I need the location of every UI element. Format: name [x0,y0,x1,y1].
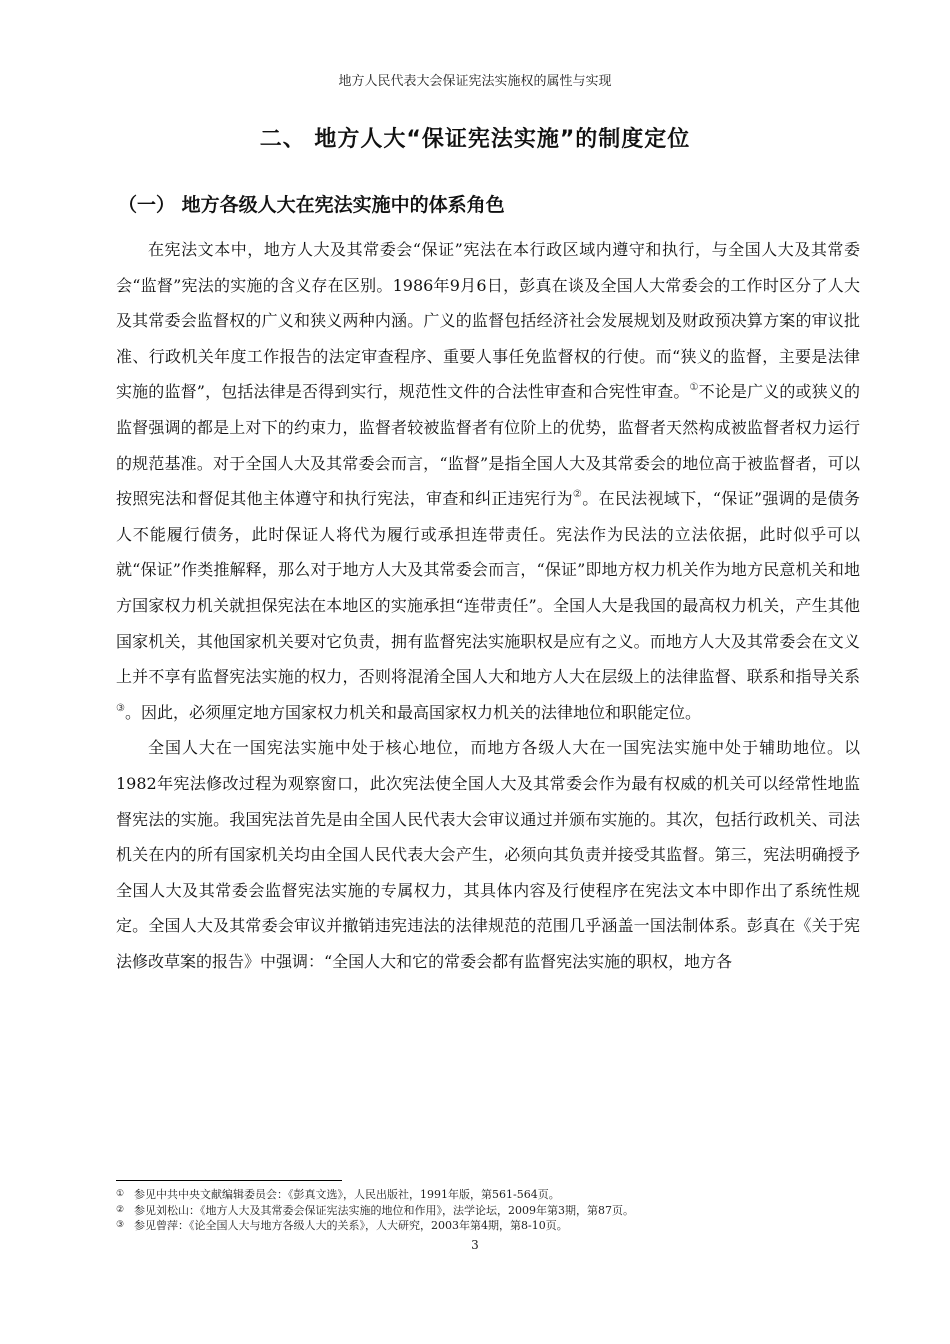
footnotes [116,1187,860,1234]
paragraph-1-text-b: 不论是广义的或狭义的监督强调的都是上对下的约束力，监督者较被监督者有位阶上的优势，监督者天然构成被监督者权力运行的规范基准。对于全国人大及其常委会而言，“监督”是指全国人大及其常委会的地位高于被监督者，可以按照宪法和督促其他主体遵守和执行宪法，审查和纠正违宪行为 [116,382,860,509]
paragraph-1-text-d: 。因此，必须厘定地方国家权力机关和最高国家权力机关的法律地位和职能定位。 [124,702,701,722]
footnote-item [116,1203,860,1219]
paragraph-1 [116,232,860,730]
footnote-divider [116,1180,342,1181]
running-header: 地方人民代表大会保证宪法实施权的属性与实现 [338,74,612,89]
footnote-mark: ② [116,1204,125,1215]
footnote-ref-3[interactable]: ③ [116,702,125,714]
footnote-mark: ① [116,1189,125,1199]
footnote-item [116,1187,860,1203]
paragraph-1-text-c: 。在民法视域下，“保证”强调的是债务人不能履行债务，此时保证人将代为履行或承担连带责任。宪法作为民法的立法依据，此时似乎可以就“保证”作类推解释，那么对于地方人大及其常委会而言，“保证”即地方权力机关作为地方民意机关和地方国家权力机关就担保宪法在本地区的实施承担“连带责任”。全国人大是我国的最高权力机关，产生其他国家机关，其他国家机关要对它负责，拥有监督宪法实施职权是应有之义。而地方人大及其常委会在文义上并不享有监督宪法实施的权力，否则将混淆全国人大和地方人大在层级上的法律监督、联系和指导关系 [116,489,860,687]
footnote-ref-1[interactable]: ① [689,382,699,394]
page-number: 3 [471,1238,479,1252]
paragraph-2: 全国人大在一国宪法实施中处于核心地位，而地方各级人大在一国宪法实施中处于辅助地位。以1982年宪法修改过程为观察窗口，此次宪法使全国人大及其常委会作为最有权威的机关可以经常性地监督宪法的实施。我国宪法首先是由全国人民代表大会审议通过并颁布实施的。其次，包括行政机关、司法机关在内的所有国家机关均由全国人民代表大会产生，必须向其负责并接受其监督。第三，宪法明确授予全国人大及其常委会监督宪法实施的专属权力，其具体内容及行使程序在宪法文本中即作出了系统性规定。全国人大及其常委会审议并撤销违宪违法的法律规范的范围几乎涵盖一国法制体系。彭真在《关于宪法修改草案的报告》中强调：“全国人大和它的常委会都有监督宪法实施的职权，地方各 [116,738,860,971]
paragraph-1-text-a: 在宪法文本中，地方人大及其常委会“保证”宪法在本行政区域内遵守和执行，与全国人大及其常委会“监督”宪法的实施的含义存在区别。1986年9月6日，彭真在谈及全国人大常委会的工作时区分了人大及其常委会监督权的广义和狭义两种内涵。广义的监督包括经济社会发展规划及财政预决算方案的审议批准、行政机关年度工作报告的法定审查程序、重要人事任免监督权的行使。而“狭义的监督，主要是法律实施的监督”，包括法律是否得到实行，规范性文件的合法性审查和合宪性审查。 [116,240,860,402]
footnote-mark: ③ [116,1220,125,1230]
footnote-text: 参见曾萍：《论全国人大与地方各级人大的关系》，人大研究，2003年第4期，第8-10页。 [134,1219,568,1232]
footnote-item [116,1218,860,1234]
chapter-title: 二、 地方人大“保证宪法实施”的制度定位 [259,127,691,152]
footnote-text: 参见中共中央文献编辑委员会：《彭真文选》，人民出版社，1991年版，第561-564页。 [134,1188,560,1201]
body-text [116,232,860,979]
section-title: （一） 地方各级人大在宪法实施中的体系角色 [118,194,505,216]
footnote-ref-2[interactable]: ② [572,489,583,501]
footnote-text: 参见刘松山：《地方人大及其常委会保证宪法实施的地位和作用》，法学论坛，2009年第3期，第87页。 [134,1203,634,1217]
